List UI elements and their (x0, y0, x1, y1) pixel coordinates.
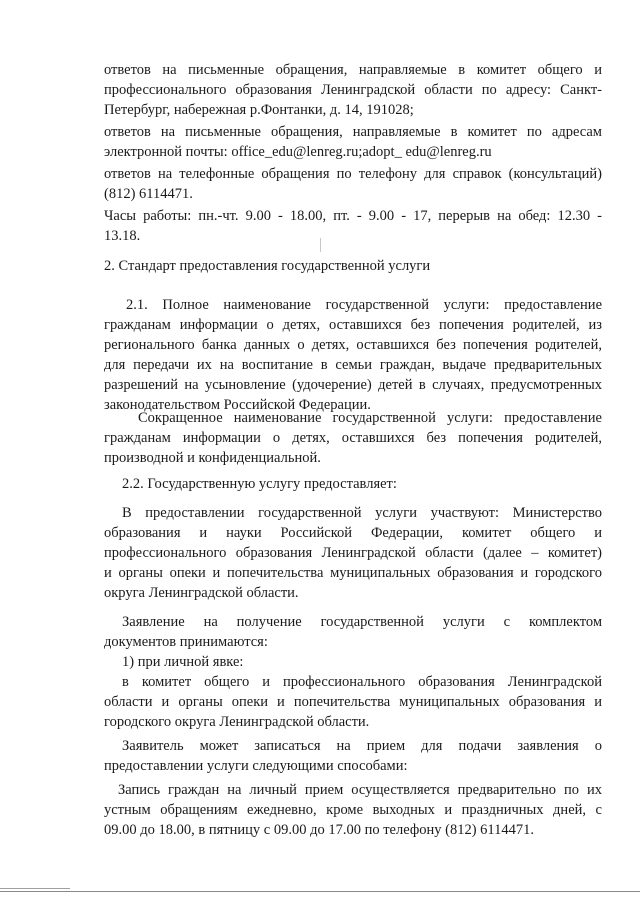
text-line: 2.1. Полное наименование государственной услуги: предоставление (126, 297, 602, 313)
text-line: округа Ленинградской области. (104, 585, 299, 601)
text-line: Заявление на получение государственной услуги с комплектом (122, 614, 602, 630)
text-line: 1) при личной явке: (122, 654, 244, 670)
text-line: электронной почты: office_edu@lenreg.ru;adopt_ edu@lenreg.ru (104, 144, 492, 160)
text-line: устным обращениям ежедневно, кроме выходных и праздничных дней, с (104, 802, 602, 818)
text-line: ответов на письменные обращения, направляемые в комитет по адресам (104, 124, 602, 140)
text-line: предоставлении услуги следующими способами: (104, 758, 408, 774)
text-line: для передачи их на воспитание в семьи граждан, выдаче предварительных (104, 357, 602, 373)
text-line: Часы работы: пн.-чт. 9.00 - 18.00, пт. - 9.00 - 17, перерыв на обед: 12.30 - (104, 208, 602, 224)
text-line: Заявитель может записаться на прием для подачи заявления о (122, 738, 602, 754)
text-line: гражданам информации о детях, оставшихся без попечения родителей, из (104, 317, 602, 333)
text-line: гражданам информации о детях, оставшихся без попечения родителей, (104, 430, 602, 446)
text-line: профессионального образования Ленинградской области (далее – комитет) (104, 545, 602, 561)
text-line: городского округа Ленинградской области. (104, 714, 370, 730)
text-line: производной и конфиденциальной. (104, 450, 321, 466)
text-line: документов принимаются: (104, 634, 268, 650)
text-line: законодательством Российской Федерации. (104, 397, 371, 413)
text-line: в комитет общего и профессионального образования Ленинградской (122, 674, 602, 690)
text-line: В предоставлении государственной услуги участвуют: Министерство (122, 505, 602, 521)
text-line: 09.00 до 18.00, в пятницу с 09.00 до 17.00 по телефону (812) 6114471. (104, 822, 534, 838)
text-line: Сокращенное наименование государственной услуги: предоставление (138, 410, 602, 426)
text-line: профессионального образования Ленинградской области по адресу: Санкт- (104, 82, 602, 98)
bottom-rule (0, 891, 640, 892)
section-heading: 2. Стандарт предоставления государственной услуги (104, 258, 431, 274)
text-line: (812) 6114471. (104, 186, 193, 202)
text-line: ответов на письменные обращения, направляемые в комитет общего и (104, 62, 602, 78)
text-line: регионального банка данных о детях, оставшихся без попечения родителей, (104, 337, 602, 353)
text-line: образования и науки Российской Федерации, комитет общего и (104, 525, 602, 541)
subsection-heading: 2.2. Государственную услугу предоставляет: (122, 476, 397, 492)
text-line: Запись граждан на личный прием осуществляется предварительно по их (118, 782, 602, 798)
text-line: разрешений на усыновление (удочерение) детей в случаях, предусмотренных (104, 377, 602, 393)
text-line: ответов на телефонные обращения по телефону для справок (консультаций) (104, 166, 602, 182)
scan-artifact (320, 238, 321, 252)
text-line: Петербург, набережная р.Фонтанки, д. 14, 191028; (104, 102, 414, 118)
scan-edge-mark (0, 888, 70, 889)
text-line: и органы опеки и попечительства муниципальных образования и городского (104, 565, 602, 581)
text-line: области и органы опеки и попечительства муниципальных образования и (104, 694, 602, 710)
text-line: 13.18. (104, 228, 141, 244)
